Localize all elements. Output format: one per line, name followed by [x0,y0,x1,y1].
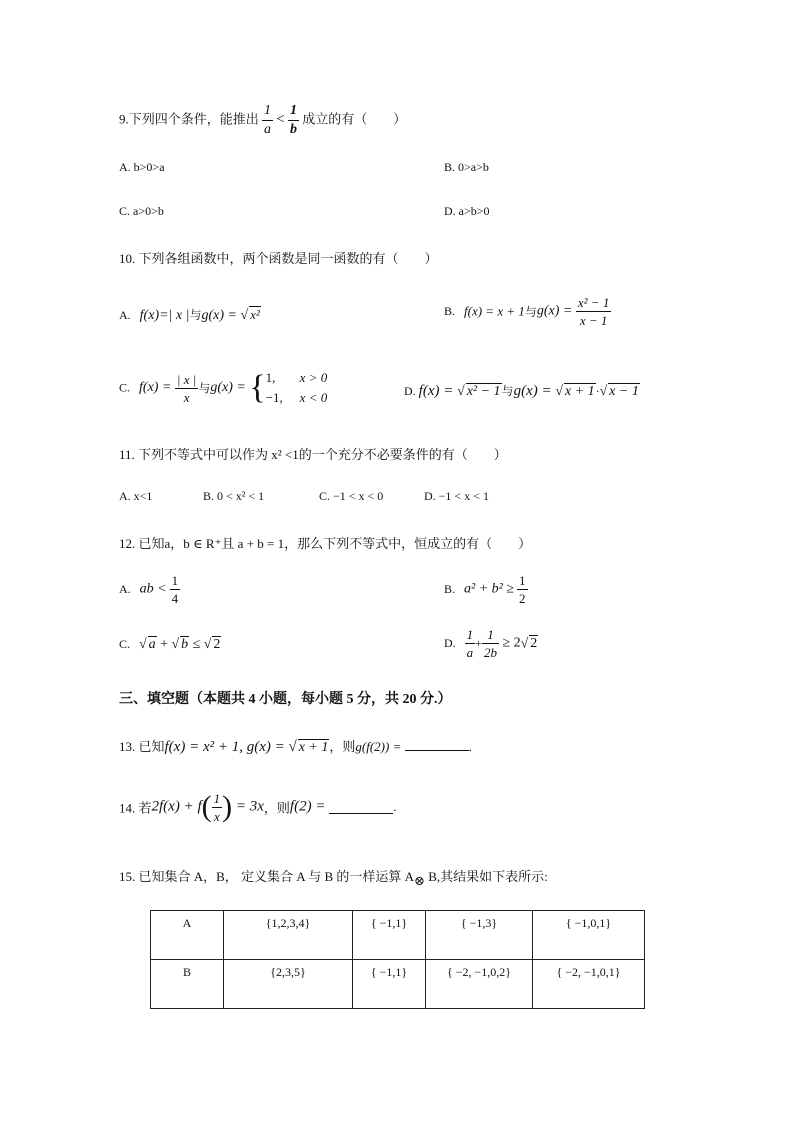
q10-c-fraction: $\frac{| x |}{x}$ [176,371,197,405]
q12-option-a: A. ab < $\frac{1}{4}$ [119,573,179,606]
q11-stem: 11. 下列不等式中可以作为 x² <1的一个充分不必要条件的有（ ） [119,447,507,462]
table-cell: { −1,1} [353,911,426,960]
q9-option-b: B. 0>a>b [444,160,489,174]
q9-option-d: D. a>b>0 [444,204,490,218]
q12-stem: 12. 已知a，b ∈ R⁺且 a + b = 1，那么下列不等式中，恒成立的有（ ） [119,536,532,551]
q9-prefix: 9.下列四个条件，能推出 [119,111,259,127]
q12-a-fraction: $\frac{1}{4}$ [171,573,179,606]
otimes-operator: ⊗ [414,873,425,888]
q9-option-c: C. a>0>b [119,204,164,218]
q12-d-fraction-2: $\frac{1}{2b}$ [483,627,497,660]
q10-c-piecewise: 1, x > 0 −1, x < 0 [265,370,328,405]
q12-d-fraction-1: $\frac{1}{a}$ [466,627,474,660]
table-cell: { −2, −1,0,2} [426,960,533,1009]
table-cell: B [151,960,224,1009]
q9-fraction-2: $\frac{1}{b}$ [289,103,297,137]
table-cell: { −2, −1,0,1} [533,960,645,1009]
table-cell: {2,3,5} [224,960,353,1009]
q12-option-b: B. a² + b² ≥ $\frac{1}{2}$ [444,573,526,606]
q9-stem [119,104,406,137]
q10-option-d: D. f(x) = √ x² − 1与g(x) = √ x + 1·√ x − 1 [404,383,639,399]
q13: 13. 已知f(x) = x² + 1, g(x) = √ x + 1，则g(f(2)) = . [119,739,472,755]
q12-option-d: D. $\frac{1}{a}$ + $\frac{1}{2b}$ ≥ 2√ 2 [444,627,538,660]
table-cell: {1,2,3,4} [224,911,353,960]
table-cell: { −1,0,1} [533,911,645,960]
q11-option-b: B. 0 < x² < 1 [203,489,265,503]
q13-answer-blank[interactable] [405,738,469,751]
q10-stem: 10. 下列各组函数中，两个函数是同一函数的有（ ） [119,251,438,266]
table-row-b [151,960,645,1009]
q11-option-a: A. x<1 [119,489,153,503]
q9-less-than: < [276,111,285,128]
table-cell: A [151,911,224,960]
q15-stem: 15. 已知集合 A，B， 定义集合 A 与 B 的一样运算 A⊗ B,其结果如下表所示: [119,869,548,888]
q9-option-a: A. b>0>a [119,160,165,174]
table-cell: { −1,1} [353,960,426,1009]
q12-option-c: C. √ a + √ b ≤ √ 2 [119,636,221,652]
section-3-title: 三、填空题（本题共 4 小题，每小题 5 分，共 20 分.） [119,692,452,707]
q14-answer-blank[interactable] [329,801,393,814]
set-operation-table [150,910,645,1009]
q14-fraction: $\frac{1}{x}$ [213,790,221,824]
q10-b-fraction: $\frac{\text{x² − 1}}{x - 1}$ [577,295,610,328]
q9-suffix: 成立的有（ ） [302,111,407,127]
q11-option-c: C. −1 < x < 0 [319,489,384,503]
q14: 14. 若2f(x) + f( $\frac{1}{x}$ ) = 3x，则f(2) = . [119,790,397,824]
q10-option-b: B. f(x) = x + 1与g(x) = $\frac{\text{x² − 1}}{x - 1}$ [444,295,610,328]
q12-b-fraction: $\frac{1}{2}$ [519,573,526,606]
q9-fraction-1: $\frac{1}{a}$ [264,103,272,137]
q11-option-d: D. −1 < x < 1 [424,489,489,503]
q10-option-c: C. f(x) = $\frac{| x |}{x}$ 与g(x) = { 1, x > 0 −1, x < 0 [119,369,328,406]
table-cell: { −1,3} [426,911,533,960]
table-row-a [151,911,645,960]
q10-option-a: A. f(x)=| x |与g(x) = √ x² [119,307,260,323]
